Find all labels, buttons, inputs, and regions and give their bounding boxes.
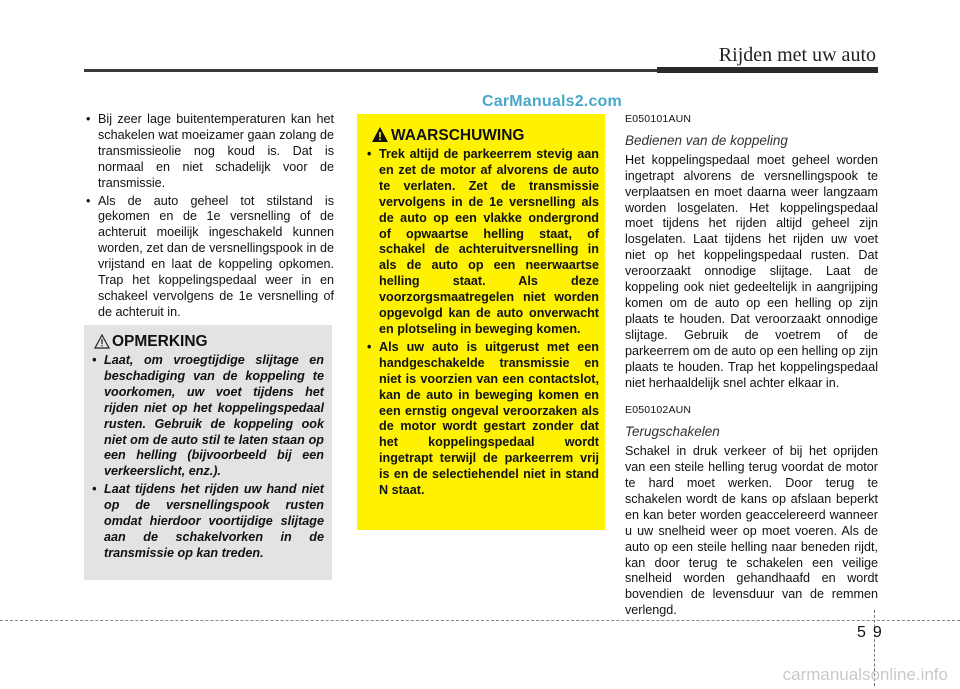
caution-triangle-icon (94, 334, 110, 349)
note-title: OPMERKING (112, 333, 208, 350)
header-rule-thick (657, 67, 878, 73)
bullet-item: • Bij zeer lage buitentemperaturen kan het schakelen wat moeizamer gaan zolang de transmissieolie nog koud is. Dat is normaal en niet schadelijk voor de transmissie. (84, 112, 334, 192)
watermark-top[interactable]: CarManuals2.com (482, 93, 622, 110)
column-right (625, 112, 878, 631)
bullet-item: • Als de auto geheel tot stilstand is gekomen en de 1e versnelling of de achteruit moeilijk ingeschakeld kunnen worden, zet dan de versnellingspook in de vrijstand en laat de koppeling opkomen. Trap het koppelingspedaal weer in en schakeel vervolgens de 1e versnelling of de achteruit in. (84, 194, 334, 321)
page-header-title: Rijden met uw auto (718, 44, 876, 66)
warning-list (365, 147, 599, 501)
warning-title: WAARSCHUWING (391, 127, 525, 144)
warning-triangle-icon (371, 126, 389, 143)
section-text: Het koppelingspedaal moet geheel worden ingetrapt alvorens de versnellingspook te verplaatsen en moet daarna weer langzaam worden losgelaten. Het koppelingspedaal moet tijdens het rijden altijd geheel zijn losgelaten. Laat tijdens het rijden uw voet niet op het koppelingspedaal rusten. Dat veroorzaakt onnodige slijtage. Laat de koppeling ook niet gedeeltelijk in aangrijping komen om de auto op een helling op zijn plaats te houden. Dat veroorzaakt onnodige slijtage. Gebruik de voetrem of de parkeerrem om de auto op een helling op zijn plaats te houden. Trap het koppelingspedaal niet herhaaldelijk snel achter elkaar in. (625, 152, 878, 390)
footer-rule (0, 620, 960, 621)
section-code: E050102AUN (625, 404, 692, 417)
watermark-bottom[interactable]: carmanualsonline.info (782, 665, 948, 684)
note-item: • Laat, om vroegtijdige slijtage en beschadiging van de koppeling te voorkomen, uw voet tijdens het rijden niet op het koppelingspedaal rusten. Gebruik de koppeling ook niet om de auto stil te laten staan op een helling (bijvoorbeeld bij een verkeerslicht, enz.). (90, 353, 324, 480)
column-left (84, 112, 334, 323)
note-list (90, 353, 324, 564)
note-item: • Laat tijdens het rijden uw hand niet op de versnellingspook rusten omdat hierdoor voortijdige slijtage aan de schakelvorken in de transmissie op kan treden. (90, 482, 324, 562)
warning-item: • Als uw auto is uitgerust met een handgeschakelde transmissie en niet is voorzien van een contactslot, kan de auto in beweging komen en een ernstig ongeval veroorzaken als de motor wordt gestart zonder dat het koppelingspedaal wordt ingetrapt terwijl de parkeerrem vrij is en de selectiehendel niet in stand N staat. (365, 340, 599, 499)
section-heading: Terugschakelen (625, 424, 720, 440)
note-box (84, 325, 332, 580)
section-heading: Bedienen van de koppeling (625, 132, 788, 148)
warning-box (357, 114, 605, 530)
section-text: Schakel in druk verkeer of bij het oprijden van een steile helling terug voordat de motor te hard moet werken. Door terug te schakelen wordt de kans op afslaan beperkt en kan beter worden geaccelereerd wanneer u uw snelheid weer op moet voeren. Als de auto op een steile helling naar beneden rijdt, kan door terug te schakelen een veilige snelheid worden gehandhaafd en wordt bovendien de levensduur van de remmen verlengd. (625, 444, 878, 618)
warning-item: • Trek altijd de parkeerrem stevig aan en zet de motor af alvorens de auto te verlaten. Zet de transmissie vervolgens in de 1e versnelling als de auto op een vlakke ondergrond of opwaartse helling staat, of schakel de achteruitversnelling in als de auto op een neerwaartse helling staat. Als deze voorzorgsmaatregelen niet worden opgevolgd kan de auto onverwacht en plotseling in beweging komen. (365, 147, 599, 338)
bullet-list (84, 112, 334, 321)
page-number: 59 (857, 624, 889, 641)
section-code: E050101AUN (625, 113, 692, 125)
